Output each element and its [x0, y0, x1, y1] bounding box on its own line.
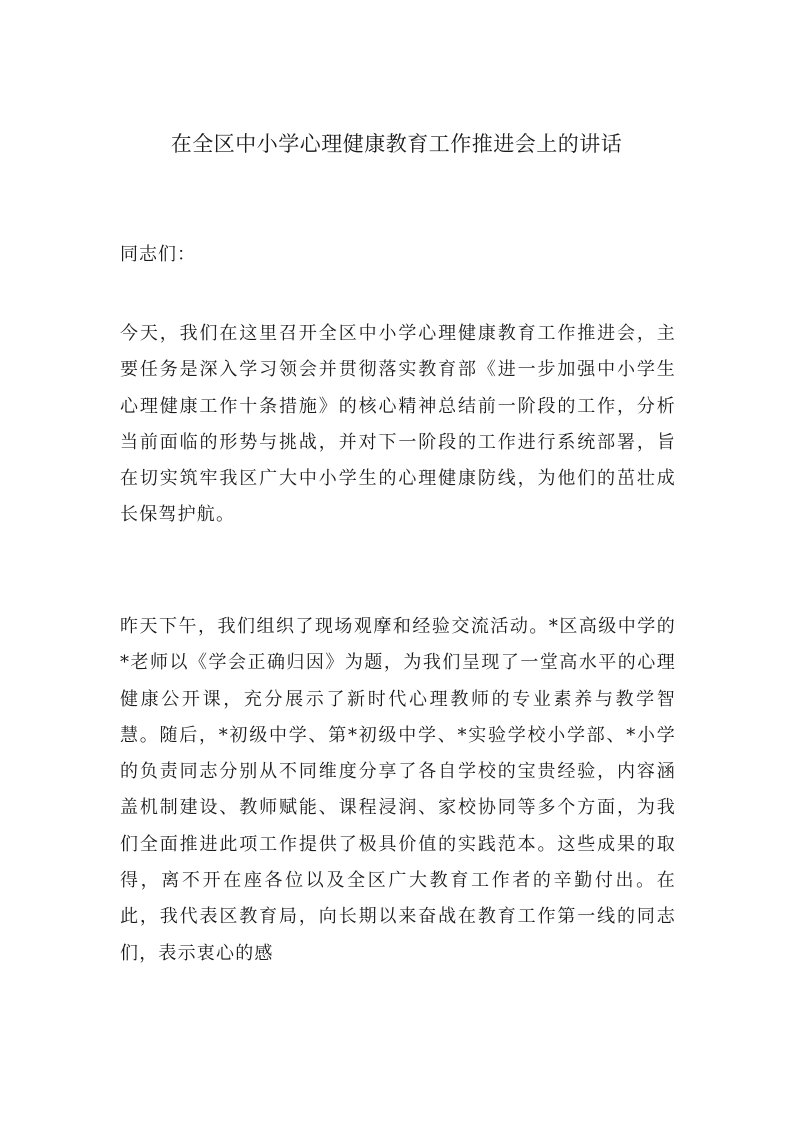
salutation: 同志们： [120, 244, 196, 265]
paragraph-2: 昨天下午，我们组织了现场观摩和经验交流活动。*区高级中学的*老师以《学会正确归因》为题，为我们呈现了一堂高水平的心理健康公开课，充分展示了新时代心理教师的专业素养与教学智慧。随后，*初级中学、第*初级中学、*实验学校小学部、*小学的负责同志分别从不同维度分享了各自学校的宝贵经验，内容涵盖机制建设、教师赋能、课程浸润、家校协同等多个方面，为我们全面推进此项工作提供了极具价值的实践范本。这些成果的取得，离不开在座各位以及全区广大教育工作者的辛勤付出。在此，我代表区教育局，向长期以来奋战在教育工作第一线的同志们，表示衷心的感 [120, 616, 676, 964]
paragraph-1: 今天，我们在这里召开全区中小学心理健康教育工作推进会，主要任务是深入学习领会并贯彻落实教育部《进一步加强中小学生心理健康工作十条措施》的核心精神总结前一阶段的工作，分析当前面临的形势与挑战，并对下一阶段的工作进行系统部署，旨在切实筑牢我区广大中小学生的心理健康防线，为他们的茁壮成长保驾护航。 [120, 323, 676, 526]
document-title: 在全区中小学心理健康教育工作推进会上的讲话 [170, 132, 623, 156]
